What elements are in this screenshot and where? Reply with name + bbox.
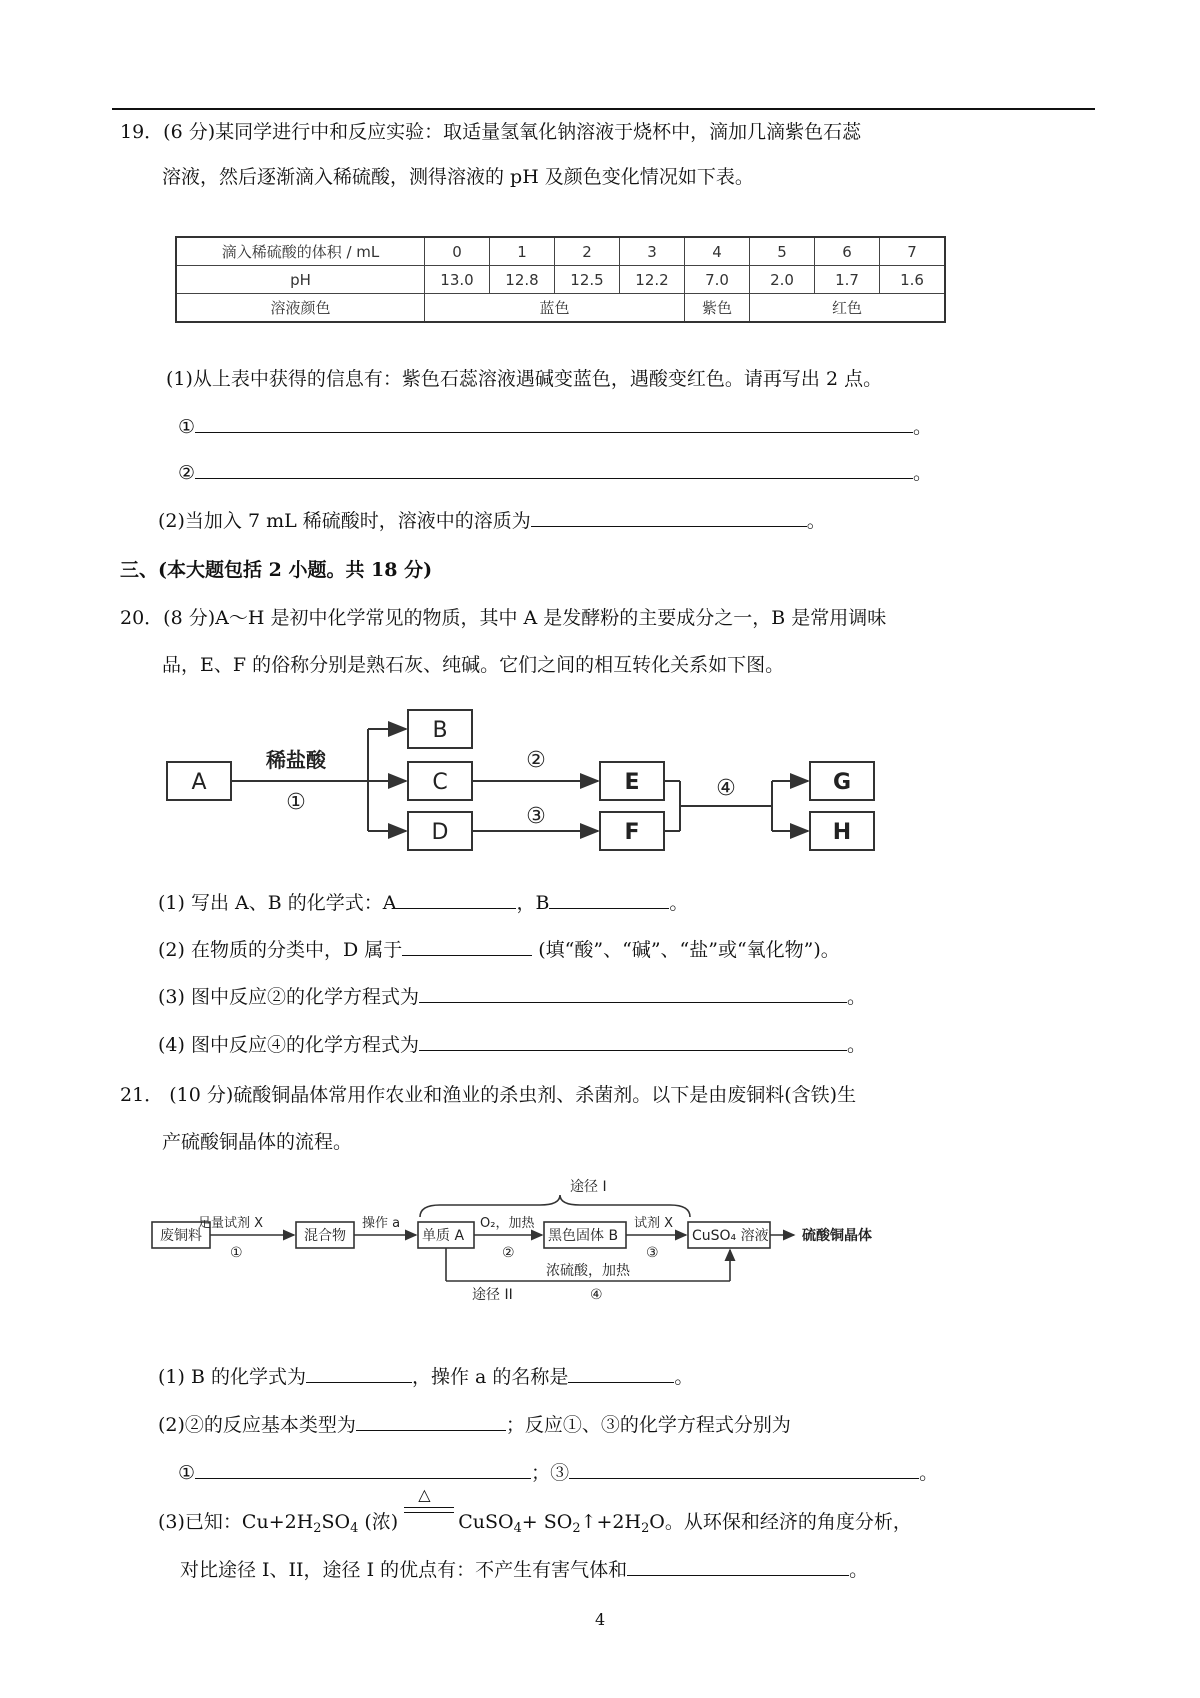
q20-part2-text-b: (填“酸”、“碱”、“盐”或“氧化物”)。 bbox=[532, 939, 840, 961]
q21-part2-text: (2)②的反应基本类型为 bbox=[158, 1414, 356, 1436]
step2-condition: O₂，加热 bbox=[480, 1216, 535, 1231]
q20-part4 bbox=[158, 1030, 866, 1057]
table-cell: 红色 bbox=[750, 294, 946, 323]
answer-blank[interactable] bbox=[569, 1458, 919, 1479]
table-cell: 3 bbox=[620, 237, 685, 266]
label-G: G bbox=[832, 770, 852, 795]
step-operation-a: 操作 a bbox=[362, 1216, 401, 1231]
equation-text: + SO bbox=[521, 1511, 573, 1533]
equation-text: O。从环保和经济的角度分析， bbox=[649, 1511, 912, 1533]
black-solid-b-label: 黑色固体 B bbox=[548, 1228, 619, 1244]
reaction-3-label: ③ bbox=[526, 804, 546, 829]
label-E: E bbox=[624, 770, 640, 795]
q21-part3-text: 对比途径 I、II，途径 I 的优点有：不产生有害气体和 bbox=[180, 1559, 628, 1581]
answer-blank[interactable] bbox=[402, 935, 532, 956]
reaction-4-label: ④ bbox=[716, 776, 736, 801]
label-D: D bbox=[431, 820, 449, 845]
step4-number: ④ bbox=[590, 1287, 603, 1303]
table-cell: 12.2 bbox=[620, 266, 685, 294]
q20-diagram bbox=[150, 700, 890, 860]
q21-part3-line1 bbox=[158, 1485, 912, 1536]
q20-part2 bbox=[158, 935, 840, 962]
equation-text: SO bbox=[321, 1511, 351, 1533]
answer-blank[interactable] bbox=[195, 412, 913, 433]
subscript: 2 bbox=[313, 1520, 322, 1536]
period: 。 bbox=[849, 1559, 869, 1581]
table-row-label: pH bbox=[176, 266, 425, 294]
subscript: 4 bbox=[350, 1520, 359, 1536]
q20-part3 bbox=[158, 982, 866, 1009]
table-cell: 4 bbox=[685, 237, 750, 266]
subscript: 2 bbox=[572, 1520, 581, 1536]
reagent-label: 稀盐酸 bbox=[266, 748, 326, 772]
q19-answer2 bbox=[178, 458, 932, 485]
q21-part1-text-b: ，操作 a 的名称是 bbox=[411, 1366, 569, 1388]
circle-3: ③ bbox=[550, 1462, 570, 1484]
section-heading: 三、(本大题包括 2 小题。共 18 分) bbox=[120, 559, 433, 581]
q21-flowchart bbox=[150, 1165, 910, 1305]
q20-part1-text-b: ，B bbox=[516, 892, 550, 914]
table-cell: 1 bbox=[490, 237, 555, 266]
answer-blank[interactable] bbox=[195, 1458, 531, 1479]
q21-equations bbox=[178, 1458, 938, 1485]
element-a-label: 单质 A bbox=[422, 1228, 465, 1244]
label-A: A bbox=[191, 770, 207, 795]
q20-line1: 20．(8 分)A～H 是初中化学常见的物质，其中 A 是发酵粉的主要成分之一，B 是常用调味 bbox=[120, 607, 887, 629]
q19-part2-text: (2)当加入 7 mL 稀硫酸时，溶液中的溶质为 bbox=[158, 510, 531, 532]
q21-part3-line2 bbox=[180, 1555, 868, 1582]
q19-answer1 bbox=[178, 412, 932, 439]
label-F: F bbox=[624, 820, 640, 845]
product-label: 硫酸铜晶体 bbox=[802, 1228, 872, 1244]
table-row-label: 滴入稀硫酸的体积 / mL bbox=[176, 237, 425, 266]
period: 。 bbox=[669, 892, 689, 914]
reaction-2-label: ② bbox=[526, 748, 546, 773]
equation-text: (浓) bbox=[358, 1511, 399, 1533]
circle-1: ① bbox=[178, 1462, 196, 1484]
page-number: 4 bbox=[595, 1610, 606, 1629]
answer-blank[interactable] bbox=[549, 888, 669, 909]
equation-text: CuSO bbox=[458, 1511, 514, 1533]
waste-copper-label: 废铜料 bbox=[160, 1228, 202, 1244]
table-cell: 5 bbox=[750, 237, 815, 266]
table-cell: 13.0 bbox=[425, 266, 490, 294]
table-cell: 6 bbox=[815, 237, 880, 266]
answer-blank[interactable] bbox=[531, 506, 807, 527]
q19-table bbox=[175, 236, 946, 323]
cuso4-solution-label: CuSO₄ 溶液 bbox=[692, 1228, 769, 1244]
period: 。 bbox=[846, 986, 866, 1008]
answer-blank[interactable] bbox=[306, 1362, 412, 1383]
q20-part2-text: (2) 在物质的分类中，D 属于 bbox=[158, 939, 403, 961]
table-row-label: 溶液颜色 bbox=[176, 294, 425, 323]
table-cell: 0 bbox=[425, 237, 490, 266]
answer-blank[interactable] bbox=[627, 1555, 849, 1576]
q20-part4-text: (4) 图中反应④的化学方程式为 bbox=[158, 1034, 419, 1056]
circle-1: ① bbox=[178, 416, 196, 438]
subscript: 4 bbox=[513, 1520, 522, 1536]
step4-condition: 浓硫酸，加热 bbox=[546, 1263, 630, 1279]
table-cell: 12.5 bbox=[555, 266, 620, 294]
route-2-label: 途径 II bbox=[472, 1287, 513, 1303]
q21-line2: 产硫酸铜晶体的流程。 bbox=[162, 1131, 353, 1153]
table-cell: 1.7 bbox=[815, 266, 880, 294]
answer-blank[interactable] bbox=[396, 888, 516, 909]
label-H: H bbox=[832, 820, 852, 845]
step3-reagent: 试剂 X bbox=[634, 1216, 674, 1231]
answer-blank[interactable] bbox=[568, 1362, 674, 1383]
answer-blank[interactable] bbox=[419, 1030, 847, 1051]
delta-symbol: △ bbox=[418, 1485, 431, 1504]
route-1-label: 途径 I bbox=[570, 1179, 607, 1195]
top-rule bbox=[112, 108, 1095, 110]
equation-text: ↑+2H bbox=[580, 1511, 642, 1533]
q21-part2 bbox=[158, 1410, 791, 1437]
answer-blank[interactable] bbox=[195, 458, 913, 479]
table-cell: 2 bbox=[555, 237, 620, 266]
q20-part1 bbox=[158, 888, 688, 915]
q21-part2-text-b: ；反应①、③的化学方程式分别为 bbox=[505, 1414, 791, 1436]
table-cell: 1.6 bbox=[880, 266, 946, 294]
subscript: 2 bbox=[641, 1520, 650, 1536]
table-cell: 12.8 bbox=[490, 266, 555, 294]
q21-line1: 21． (10 分)硫酸铜晶体常用作农业和渔业的杀虫剂、杀菌剂。以下是由废铜料(含铁)生 bbox=[120, 1084, 857, 1106]
q20-line2: 品，E、F 的俗称分别是熟石灰、纯碱。它们之间的相互转化关系如下图。 bbox=[162, 654, 785, 676]
table-cell: 2.0 bbox=[750, 266, 815, 294]
table-cell: 紫色 bbox=[685, 294, 750, 323]
step2-number: ② bbox=[502, 1245, 515, 1261]
period: 。 bbox=[919, 1462, 939, 1484]
table-cell: 蓝色 bbox=[425, 294, 685, 323]
equation-text: (3)已知：Cu+2H bbox=[158, 1511, 314, 1533]
period: 。 bbox=[674, 1366, 694, 1388]
step3-number: ③ bbox=[646, 1245, 659, 1261]
label-B: B bbox=[432, 718, 448, 743]
reaction-1-label: ① bbox=[286, 790, 306, 815]
mixture-label: 混合物 bbox=[304, 1228, 346, 1244]
q20-part3-text: (3) 图中反应②的化学方程式为 bbox=[158, 986, 419, 1008]
step1-reagent: 足量试剂 X bbox=[198, 1216, 264, 1231]
answer-blank[interactable] bbox=[419, 982, 847, 1003]
table-cell: 7.0 bbox=[685, 266, 750, 294]
period: 。 bbox=[806, 510, 826, 532]
table-cell: 7 bbox=[880, 237, 946, 266]
circle-2: ② bbox=[178, 462, 196, 484]
q19-line1: 19．(6 分)某同学进行中和反应实验：取适量氢氧化钠溶液于烧杯中，滴加几滴紫色石蕊 bbox=[120, 121, 862, 143]
period: 。 bbox=[913, 462, 933, 484]
step1-number: ① bbox=[230, 1245, 243, 1261]
label-C: C bbox=[432, 770, 448, 795]
heating-equals-sign bbox=[398, 1485, 458, 1528]
q19-part1: (1)从上表中获得的信息有：紫色石蕊溶液遇碱变蓝色，遇酸变红色。请再写出 2 点。 bbox=[166, 368, 883, 390]
period: 。 bbox=[846, 1034, 866, 1056]
semicolon: ； bbox=[531, 1462, 551, 1484]
q20-part1-text: (1) 写出 A、B 的化学式：A bbox=[158, 892, 397, 914]
period: 。 bbox=[913, 416, 933, 438]
q21-part1-text: (1) B 的化学式为 bbox=[158, 1366, 306, 1388]
answer-blank[interactable] bbox=[356, 1410, 506, 1431]
q19-part2 bbox=[158, 506, 826, 533]
q21-part1 bbox=[158, 1362, 693, 1389]
q19-line2: 溶液，然后逐渐滴入稀硫酸，测得溶液的 pH 及颜色变化情况如下表。 bbox=[162, 166, 754, 188]
